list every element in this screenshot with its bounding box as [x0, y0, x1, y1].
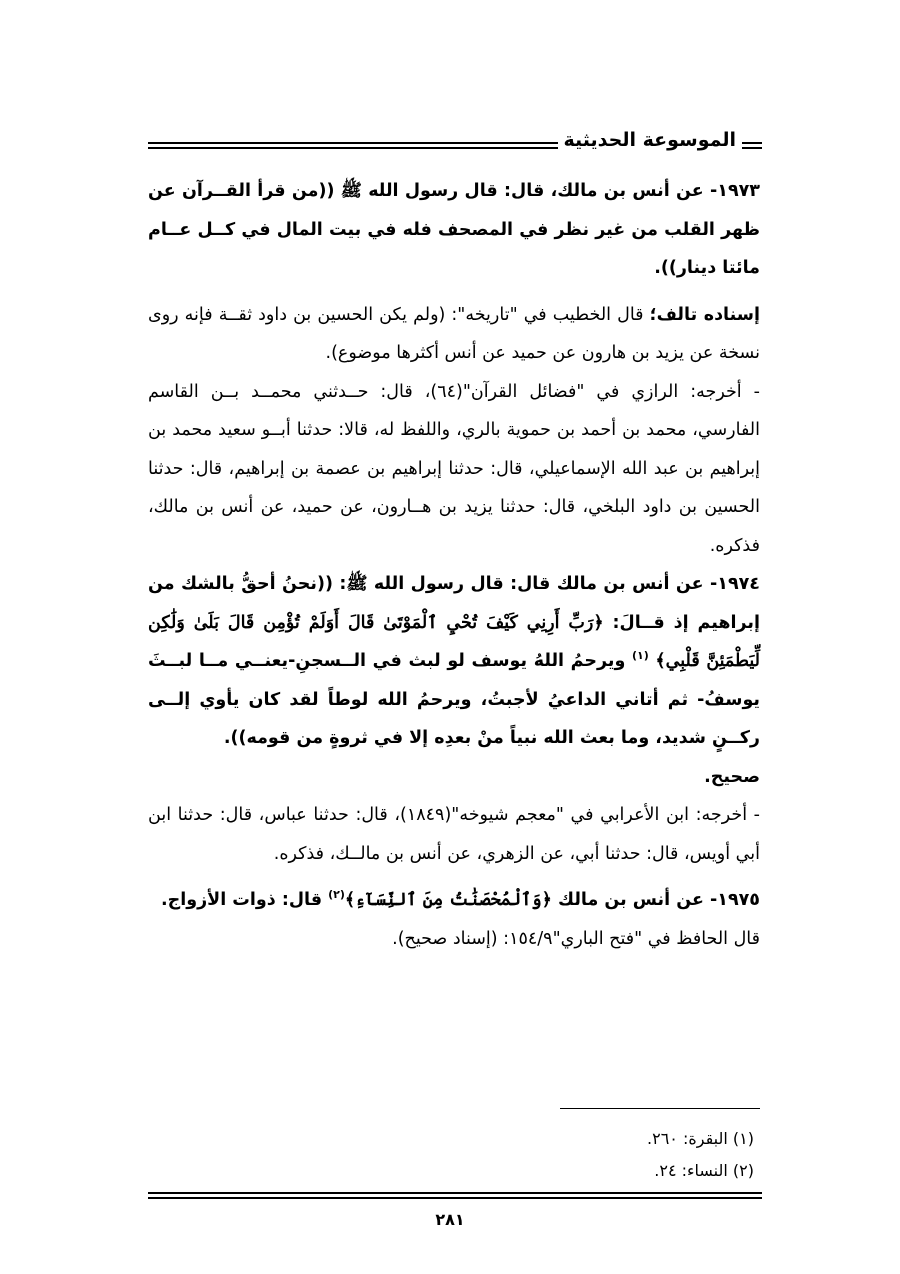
hadith-1975-part-a: ١٩٧٥- عن أنس بن مالك [551, 890, 760, 910]
footer-rule [148, 1192, 762, 1194]
hadith-1974-takhrij: - أخرجه: ابن الأعرابي في "معجم شيوخه"(١٨٤٩)، قال: حدثنا عباس، قال: حدثنا ابن أبي أويس، قال: حدثنا أبي، عن الزهري، عن أنس بن مالــك، فذكره. [148, 805, 760, 864]
hadith-1974-text [148, 565, 760, 758]
hadith-1973-grade [148, 296, 760, 373]
quran-verse: ﴿وَٱلْمُحْصَنَٰتُ مِنَ ٱلنِّسَآءِ﴾ [344, 890, 552, 910]
footnote-2: (٢) النساء: ٢٤. [654, 1161, 754, 1180]
footnote-1: (١) البقرة: ٢٦٠. [647, 1129, 754, 1148]
footnotes [647, 1123, 754, 1187]
hadith-1974-grade: صحيح. [704, 766, 760, 787]
hadith-1975-takhrij: قال الحافظ في "فتح الباري"١٥٤/٩: (إسناد صحيح). [392, 928, 760, 949]
hadith-1975-part-b: قال: ذوات الأزواج. [160, 890, 329, 910]
hadith-1974-part-a: ١٩٧٤- عن أنس بن مالك قال: قال رسول الله ﷺ: ((نحنُ أحقُّ بالشك من إبراهيم إذ قــالَ: [148, 574, 760, 633]
footnote-ref: (٢) [328, 888, 345, 902]
grade-label: إسناده تالف؛ [649, 304, 760, 325]
hadith-1974-part-b: ويرحمُ اللهُ يوسف لو لبث في الــسجنِ-يعنــي مــا لبــثَ يوسفُ- ثم أتاني الداعيُ لأجبتُ، ويرحمُ الله لوطاً لقد كان يأوي إلــى ركــنٍ شديد، وما بعث الله نبياً منْ بعدِه إلا في ثروةٍ من قومه)). [148, 651, 760, 748]
quran-verse: ﴿رَبِّ أَرِنِي كَيْفَ تُحْيِ ٱلْمَوْتَىٰ قَالَ أَوَلَمْ تُؤْمِن قَالَ بَلَىٰ وَلَٰكِن لِّيَطْمَئِنَّ قَلْبِي﴾ [148, 612, 761, 671]
footnote-separator [560, 1108, 760, 1109]
page-body [148, 172, 760, 958]
running-header [148, 128, 762, 152]
page-number: ٢٨١ [435, 1210, 465, 1229]
footnote-ref: (١) [632, 649, 649, 663]
header-title: الموسوعة الحديثية [558, 128, 743, 152]
footer-rule [148, 1197, 762, 1199]
hadith-1973-takhrij: - أخرجه: الرازي في "فضائل القرآن"(٦٤)، قال: حــدثني محمــد بــن القاسم الفارسي، محمد بن أحمد بن حموية بالري، واللفظ له، قالا: حدثنا أبــو سعيد محمد بن إبراهيم بن عبد الله الإسماعيلي، قال: حدثنا إبراهيم بن عصمة بن إبراهيم، قال: حدثنا الحسين بن داود البلخي، قال: حدثنا يزيد بن هــارون، عن حميد، عن أنس بن مالك، فذكره. [148, 381, 760, 556]
grade-text: قال الخطيب في "تاريخه": (ولم يكن الحسين بن داود ثقــة فإنه روى نسخة عن يزيد بن هارون عن حميد عن أنس أكثرها موضوع). [148, 304, 760, 363]
hadith-1975-text [148, 881, 760, 920]
hadith-1973-text: ١٩٧٣- عن أنس بن مالك، قال: قال رسول الله ﷺ ((من قرأ القــرآن عن ظهر القلب من غير نظر في المصحف فله في بيت المال في كــل عــام مائتا دينار)). [148, 181, 760, 278]
